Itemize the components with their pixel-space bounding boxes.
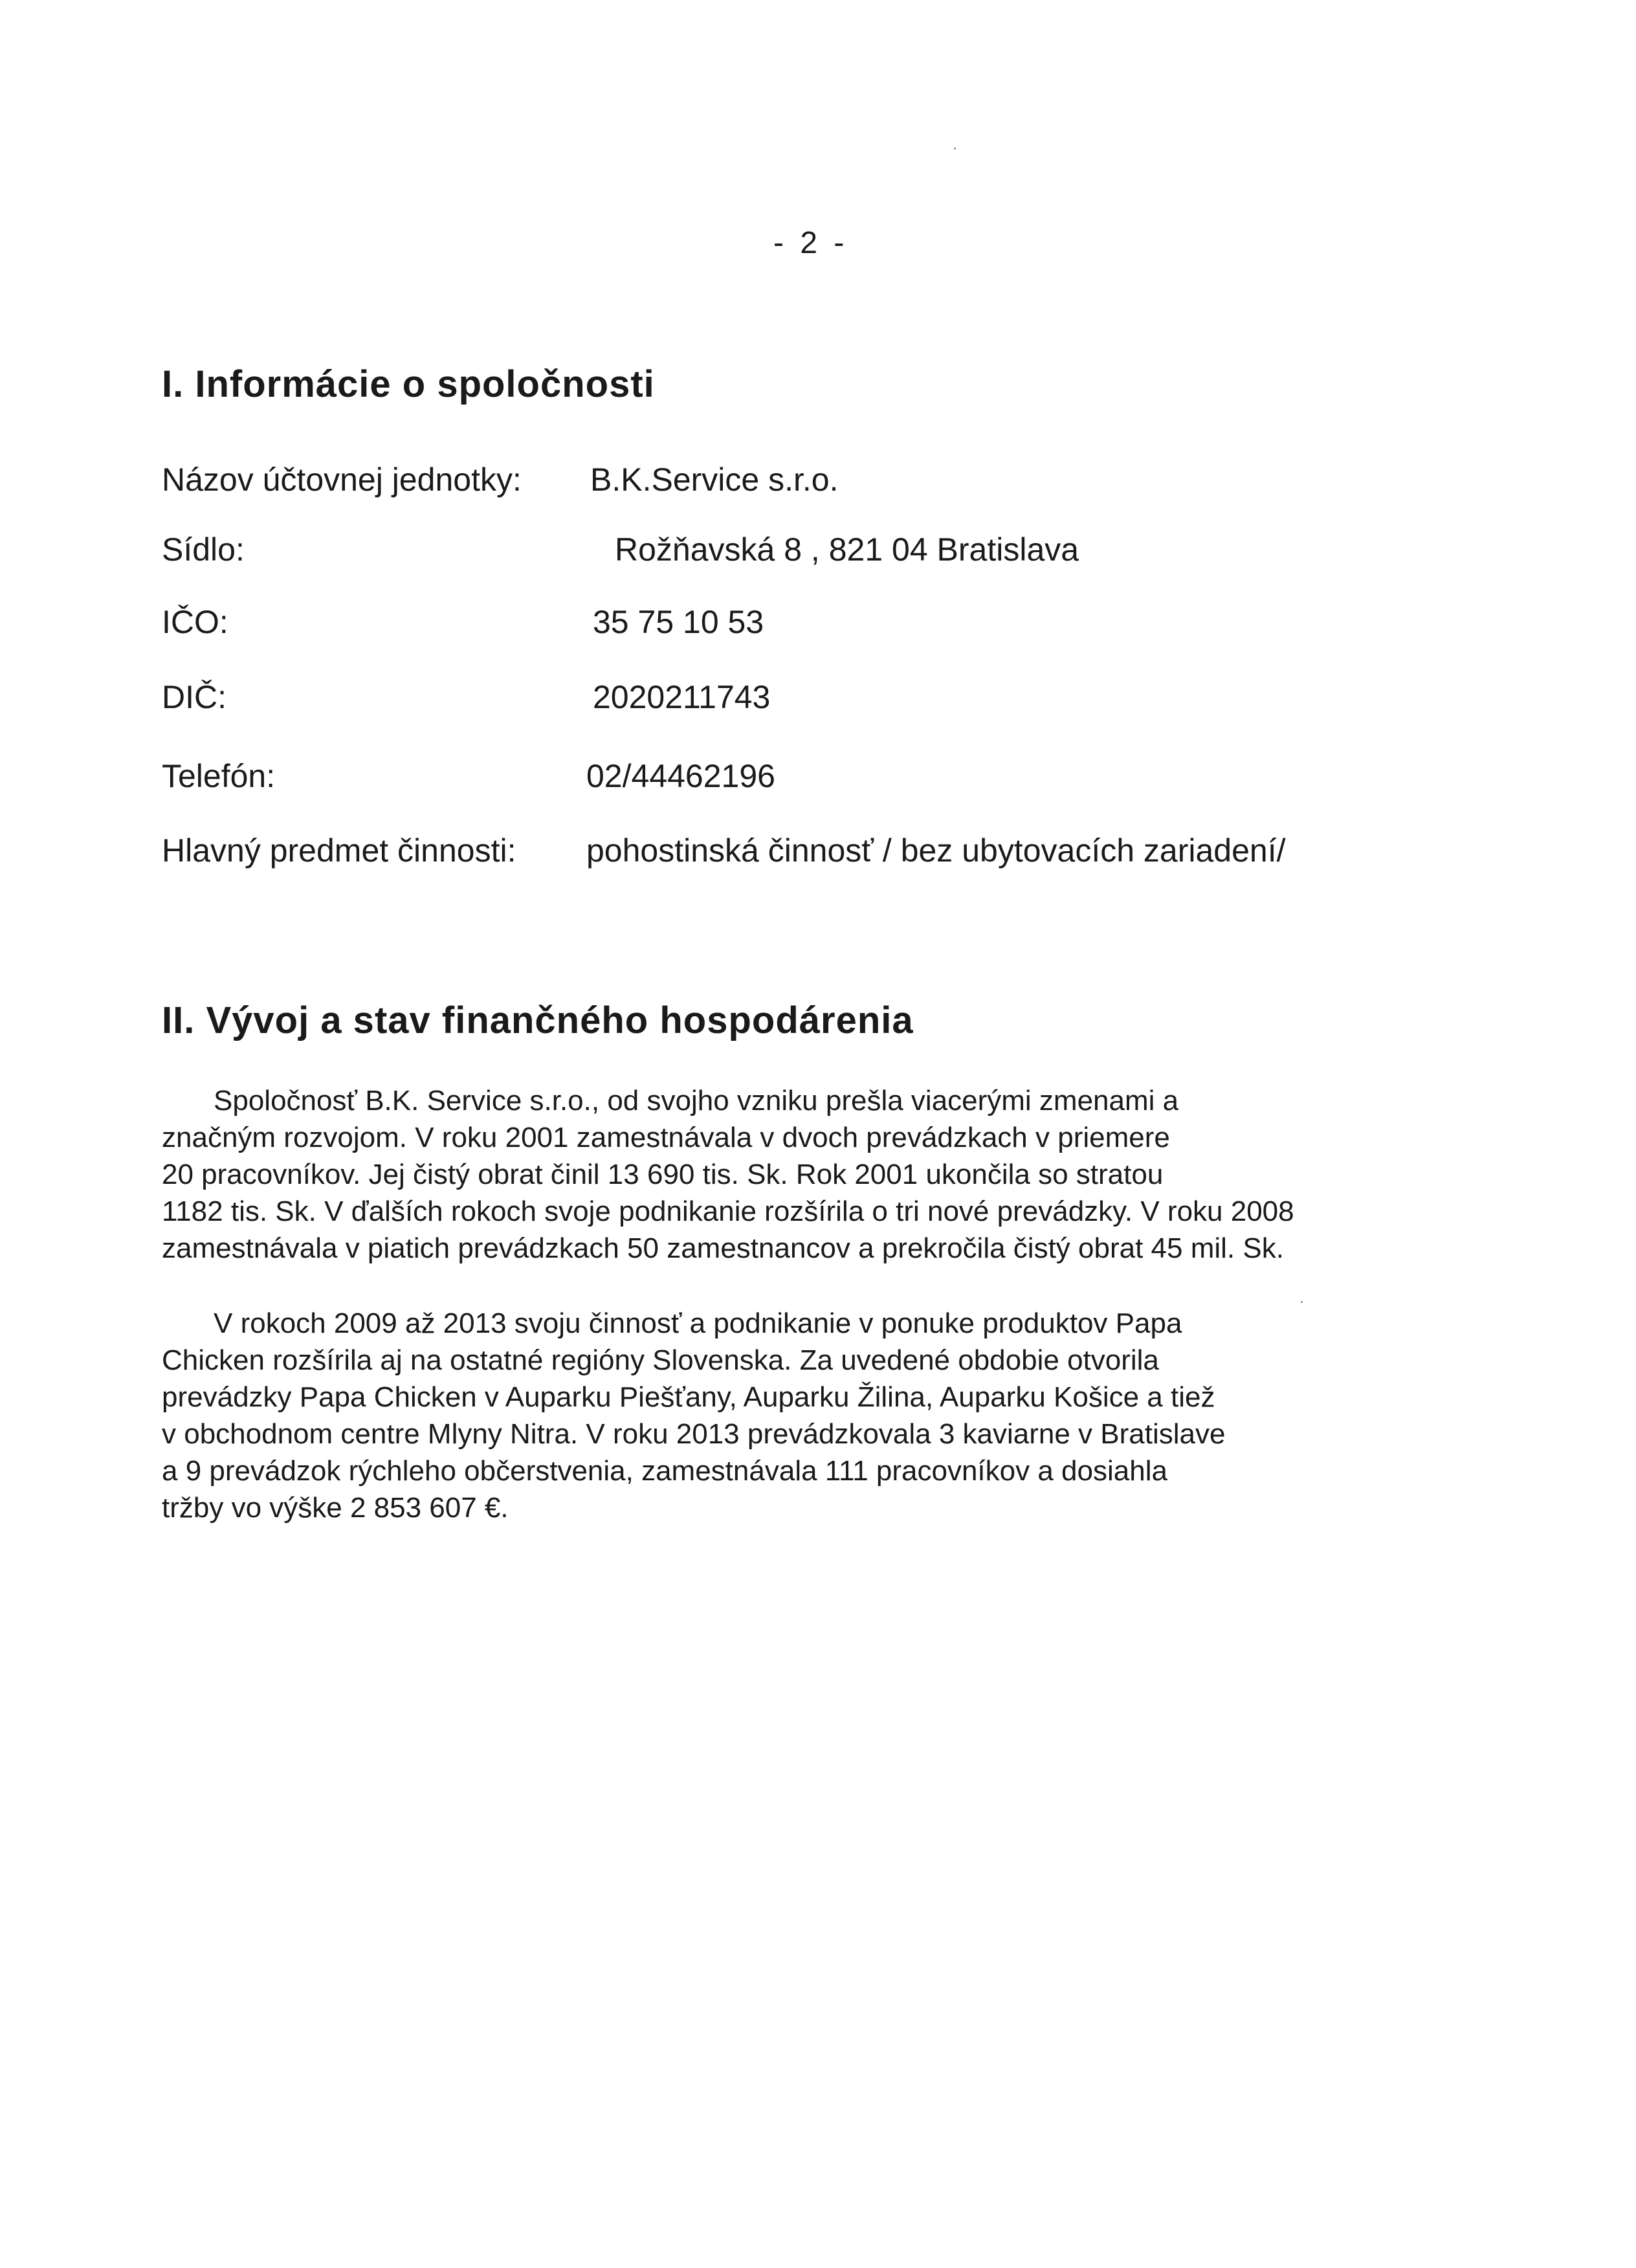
paragraph-line: značným rozvojom. V roku 2001 zamestnávala v dvoch prevádzkach v priemere [162, 1122, 1170, 1153]
info-value-name: B.K.Service s.r.o. [590, 461, 839, 498]
paragraph-line: a 9 prevádzok rýchleho občerstvenia, zamestnávala 111 pracovníkov a dosiahla [162, 1455, 1167, 1487]
info-label-main-activity: Hlavný predmet činnosti: [162, 832, 516, 869]
info-label-phone: Telefón: [162, 758, 276, 794]
section-heading-financial: II. Vývoj a stav finančného hospodárenia [162, 999, 914, 1041]
paragraph-line: prevádzky Papa Chicken v Auparku Piešťany, Auparku Žilina, Auparku Košice a tiež [162, 1381, 1215, 1413]
info-value-phone: 02/44462196 [586, 758, 775, 794]
page-number: - 2 - [773, 226, 848, 260]
info-value-main-activity: pohostinská činnosť / bez ubytovacích zariadení/ [586, 832, 1286, 869]
info-label-ico: IČO: [162, 604, 228, 640]
info-value-ico: 35 75 10 53 [593, 604, 764, 640]
info-label-dic: DIČ: [162, 679, 227, 715]
info-label-seat: Sídlo: [162, 531, 245, 568]
paragraph-line: 1182 tis. Sk. V ďalších rokoch svoje podnikanie rozšírila o tri nové prevádzky. V roku 2008 [162, 1195, 1294, 1227]
info-label-name: Názov účtovnej jednotky: [162, 461, 522, 498]
info-value-dic: 2020211743 [593, 679, 771, 715]
paragraph-line: v obchodnom centre Mlyny Nitra. V roku 2013 prevádzkovala 3 kaviarne v Bratislave [162, 1418, 1226, 1450]
section-heading-company-info: I. Informácie o spoločnosti [162, 363, 655, 405]
paragraph-line: Spoločnosť B.K. Service s.r.o., od svojho vzniku prešla viacerými zmenami a [214, 1085, 1179, 1117]
paragraph-line: zamestnávala v piatich prevádzkach 50 zamestnancov a prekročila čistý obrat 45 mil. Sk. [162, 1232, 1284, 1264]
paragraph-line: Chicken rozšírila aj na ostatné regióny Slovenska. Za uvedené obdobie otvorila [162, 1344, 1159, 1376]
scan-speck [954, 148, 956, 150]
paragraph-line: tržby vo výške 2 853 607 €. [162, 1492, 509, 1524]
paragraph-line: V rokoch 2009 až 2013 svoju činnosť a podnikanie v ponuke produktov Papa [214, 1307, 1182, 1339]
info-value-seat: Rožňavská 8 , 821 04 Bratislava [615, 531, 1079, 568]
paragraph-line: 20 pracovníkov. Jej čistý obrat činil 13 690 tis. Sk. Rok 2001 ukončila so stratou [162, 1159, 1164, 1190]
scan-speck [1301, 1301, 1303, 1303]
